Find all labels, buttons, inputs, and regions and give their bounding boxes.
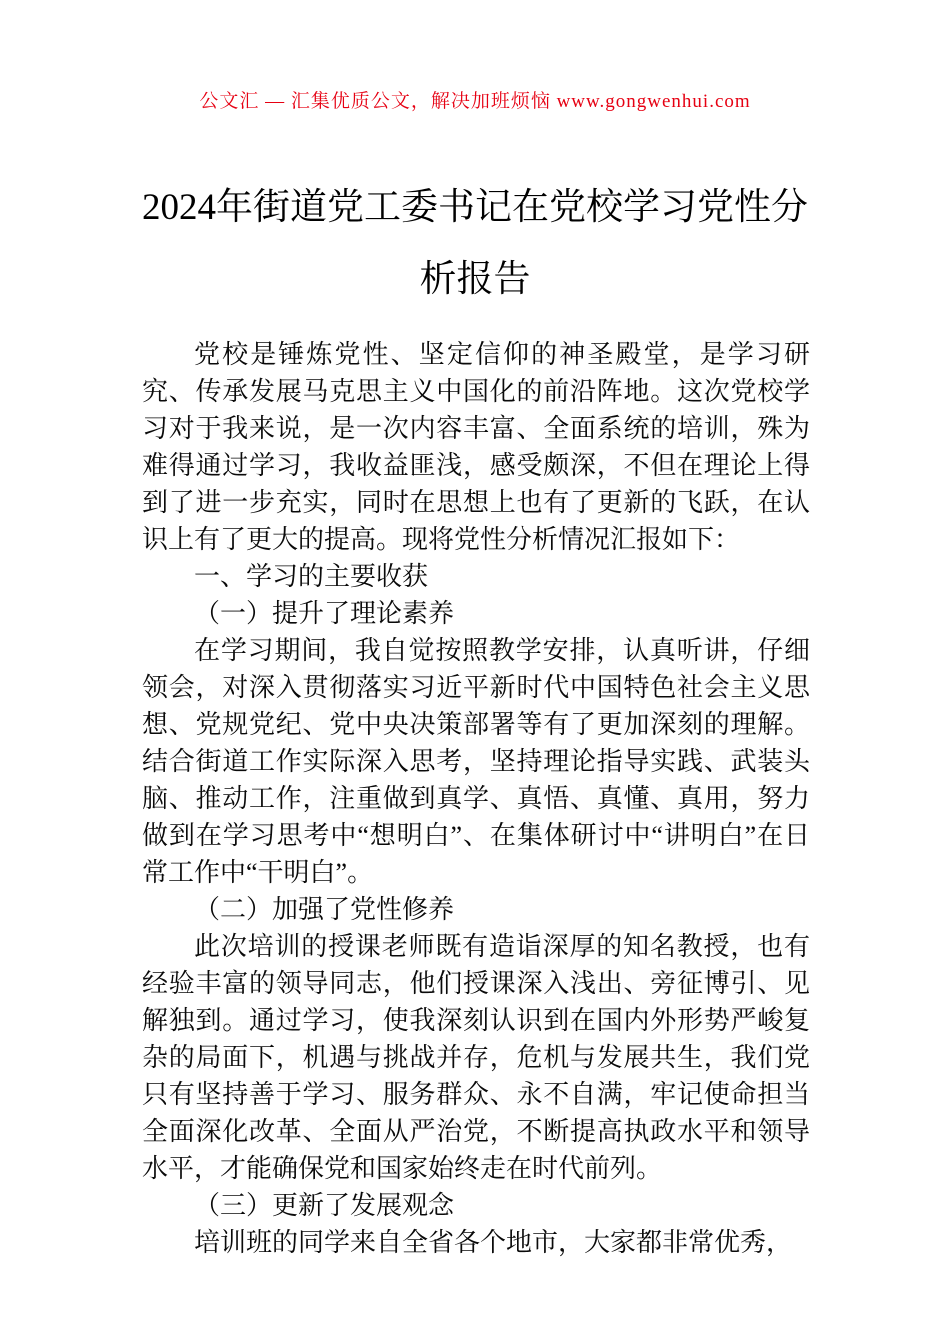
paragraph: （二）加强了党性修养 bbox=[194, 895, 455, 924]
document-body bbox=[142, 336, 810, 1261]
document-watermark-header: 公文汇 — 汇集优质公文，解决加班烦恼 www.gongwenhui.com bbox=[199, 91, 751, 112]
paragraph: 此次培训的授课老师既有造诣深厚的知名教授，也有经验丰富的领导同志，他们授课深入浅出、旁征博引、见解独到。通过学习，使我深刻认识到在国内外形势严峻复杂的局面下，机遇与挑战并存，危机与发展共生，我们党只有坚持善于学习、服务群众、永不自满，牢记使命担当全面深化改革、全面从严治党，不断提高执政水平和领导水平，才能确保党和国家始终走在时代前列。 bbox=[142, 932, 810, 1183]
paragraph: 一、学习的主要收获 bbox=[194, 562, 429, 591]
paragraph: （一）提升了理论素养 bbox=[194, 599, 455, 628]
paragraph: 党校是锤炼党性、坚定信仰的神圣殿堂，是学习研究、传承发展马克思主义中国化的前沿阵地。这次党校学习对于我来说，是一次内容丰富、全面系统的培训，殊为难得通过学习，我收益匪浅，感受颇深，不但在理论上得到了进一步充实，同时在思想上也有了更新的飞跃，在认识上有了更大的提高。现将党性分析情况汇报如下： bbox=[142, 340, 810, 554]
document-title: 2024年街道党工委书记在党校学习党性分析报告 bbox=[142, 187, 808, 300]
paragraph: （三）更新了发展观念 bbox=[194, 1191, 455, 1220]
paragraph: 培训班的同学来自全省各个地市，大家都非常优秀， bbox=[194, 1228, 793, 1257]
paragraph: 在学习期间，我自觉按照教学安排，认真听讲，仔细领会，对深入贯彻落实习近平新时代中国特色社会主义思想、党规党纪、党中央决策部署等有了更加深刻的理解。结合街道工作实际深入思考，坚持理论指导实践、武装头脑、推动工作，注重做到真学、真悟、真懂、真用，努力做到在学习思考中“想明白”、在集体研讨中“讲明白”在日常工作中“干明白”。 bbox=[142, 636, 810, 887]
